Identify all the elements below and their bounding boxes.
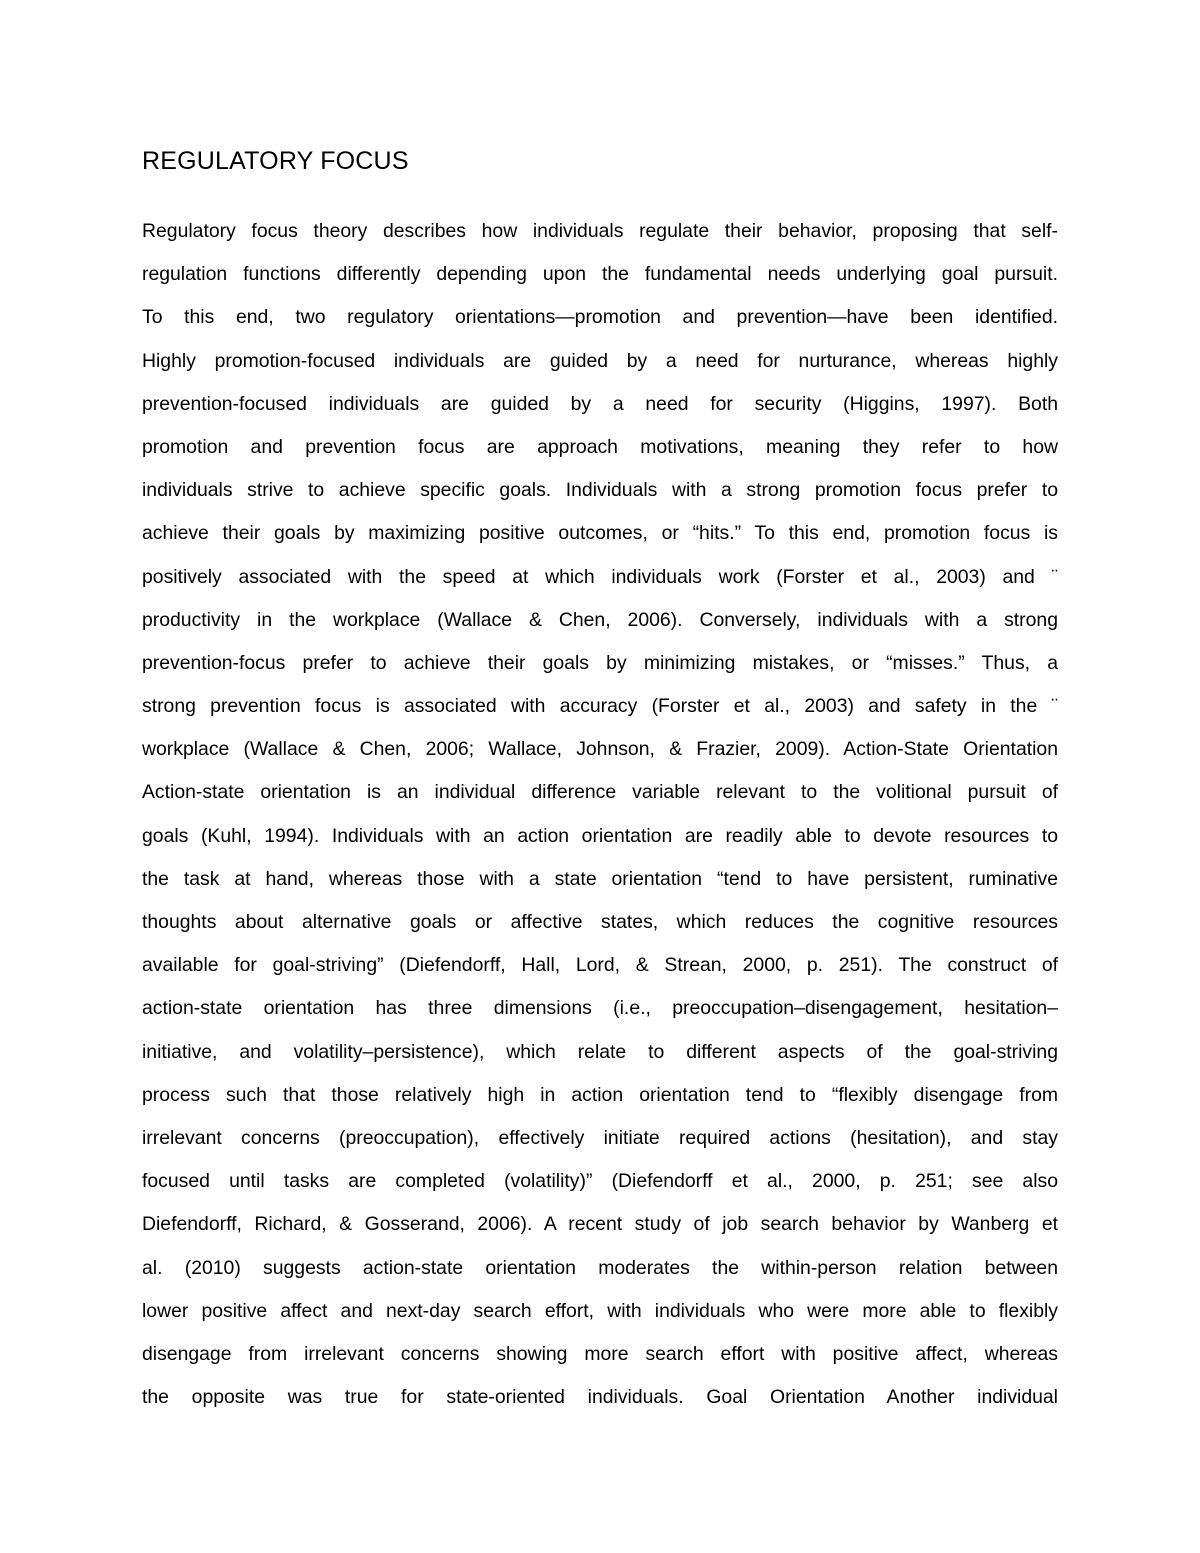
text-line: action-state orientation has three dimensions (i.e., preoccupation–disengagement, hesitation– bbox=[142, 997, 1058, 1020]
text-line: Action-state orientation is an individual difference variable relevant to the volitional pursuit of bbox=[142, 781, 1058, 804]
text-line: focused until tasks are completed (volatility)” (Diefendorff et al., 2000, p. 251; see also bbox=[142, 1170, 1058, 1193]
page-title: REGULATORY FOCUS bbox=[142, 147, 409, 175]
text-line: the task at hand, whereas those with a state orientation “tend to have persistent, ruminative bbox=[142, 867, 1058, 890]
text-line: achieve their goals by maximizing positive outcomes, or “hits.” To this end, promotion focus is bbox=[142, 522, 1058, 545]
text-line: workplace (Wallace & Chen, 2006; Wallace, Johnson, & Frazier, 2009). Action-State Orientation bbox=[142, 738, 1058, 761]
text-line: individuals strive to achieve specific goals. Individuals with a strong promotion focus prefer to bbox=[142, 479, 1058, 502]
body-paragraph bbox=[142, 213, 1058, 1422]
text-line: disengage from irrelevant concerns showing more search effort with positive affect, whereas bbox=[142, 1342, 1058, 1365]
text-line: Regulatory focus theory describes how individuals regulate their behavior, proposing that self- bbox=[142, 220, 1058, 242]
text-line: lower positive affect and next-day search effort, with individuals who were more able to flexibly bbox=[142, 1299, 1058, 1322]
text-line: strong prevention focus is associated with accuracy (Forster et al., 2003) and safety in the ¨ bbox=[142, 695, 1058, 718]
text-line: Highly promotion-focused individuals are guided by a need for nurturance, whereas highly bbox=[142, 349, 1058, 372]
text-line: To this end, two regulatory orientations—promotion and prevention—have been identified. bbox=[142, 306, 1058, 329]
text-line: prevention-focus prefer to achieve their goals by minimizing mistakes, or “misses.” Thus, a bbox=[142, 651, 1058, 674]
text-line: promotion and prevention focus are approach motivations, meaning they refer to how bbox=[142, 435, 1058, 458]
text-line: productivity in the workplace (Wallace & Chen, 2006). Conversely, individuals with a strong bbox=[142, 608, 1058, 631]
text-line: regulation functions differently depending upon the fundamental needs underlying goal pursuit. bbox=[142, 263, 1058, 286]
text-line: positively associated with the speed at which individuals work (Forster et al., 2003) and ¨ bbox=[142, 565, 1058, 588]
text-line: goals (Kuhl, 1994). Individuals with an action orientation are readily able to devote resources to bbox=[142, 824, 1058, 847]
text-line: prevention-focused individuals are guided by a need for security (Higgins, 1997). Both bbox=[142, 392, 1058, 415]
text-line: initiative, and volatility–persistence), which relate to different aspects of the goal-striving bbox=[142, 1040, 1058, 1063]
text-line: Diefendorff, Richard, & Gosserand, 2006). A recent study of job search behavior by Wanberg et bbox=[142, 1213, 1058, 1236]
text-line: available for goal-striving” (Diefendorff, Hall, Lord, & Strean, 2000, p. 251). The construct of bbox=[142, 954, 1058, 977]
text-line: irrelevant concerns (preoccupation), effectively initiate required actions (hesitation), and stay bbox=[142, 1126, 1058, 1149]
text-line: al. (2010) suggests action-state orientation moderates the within-person relation between bbox=[142, 1256, 1058, 1279]
text-line: process such that those relatively high in action orientation tend to “flexibly disengage from bbox=[142, 1083, 1058, 1106]
text-line: thoughts about alternative goals or affective states, which reduces the cognitive resources bbox=[142, 911, 1058, 933]
text-line: the opposite was true for state-oriented individuals. Goal Orientation Another individual bbox=[142, 1386, 1058, 1409]
